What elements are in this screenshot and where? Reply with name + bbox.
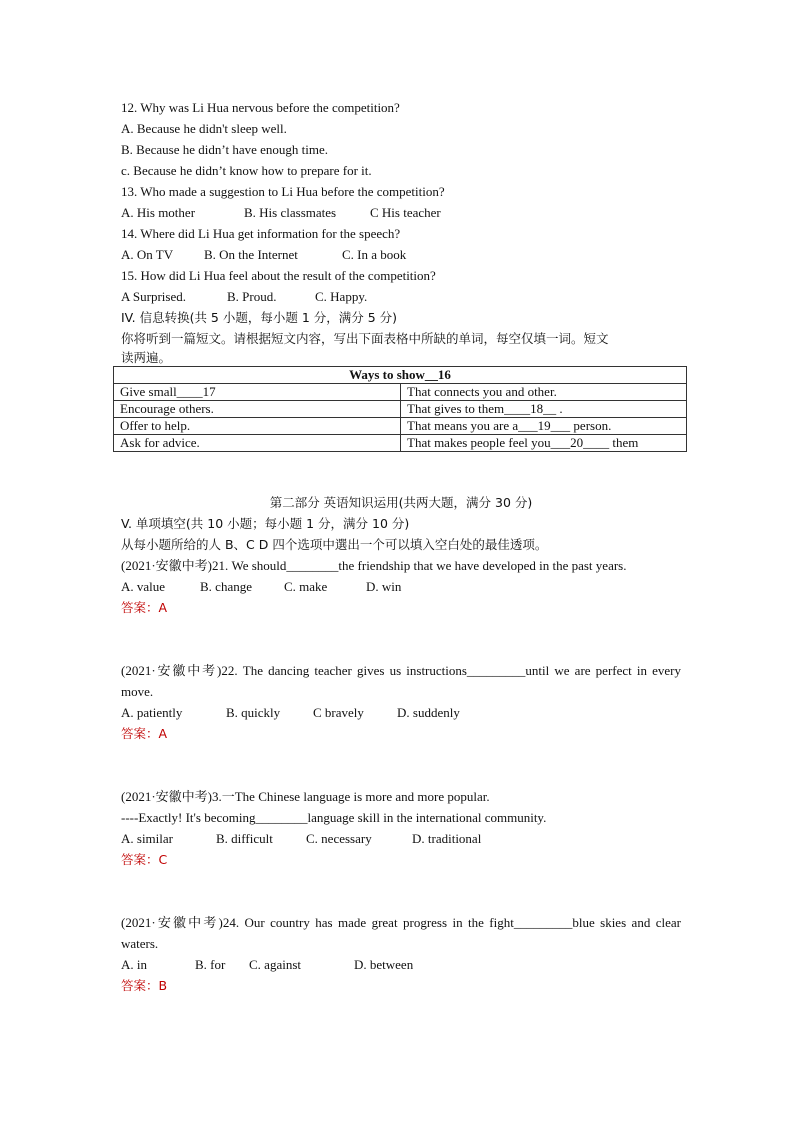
question-24-options xyxy=(121,954,681,975)
option-a: A. similar xyxy=(121,831,173,846)
option-b: B. quickly xyxy=(226,705,281,720)
option-15b: B. Proud. xyxy=(227,289,277,304)
part-2-title: 第二部分 英语知识运用(共两大题，满分 30 分) xyxy=(269,495,533,510)
table-cell: Ask for advice. xyxy=(114,435,401,452)
option-c: C. against xyxy=(249,957,301,972)
table-row xyxy=(114,401,687,418)
answer-21: 答案：A xyxy=(121,600,168,615)
document-page xyxy=(121,97,681,996)
option-c: C. necessary xyxy=(306,831,372,846)
option-12a: A. Because he didn't sleep well. xyxy=(121,121,287,136)
question-23-stem-line2: ----Exactly! It's becoming________language skill in the international community. xyxy=(121,810,547,825)
option-d: D. between xyxy=(354,957,414,972)
question-22-stem: (2021·安徽中考)22. The dancing teacher gives us instructions_________until we are perfect in every move. xyxy=(121,663,681,699)
option-a: A. in xyxy=(121,957,147,972)
option-c: C. make xyxy=(284,579,328,594)
options-15 xyxy=(121,286,681,307)
option-d: D. traditional xyxy=(412,831,482,846)
option-14b: B. On the Internet xyxy=(204,247,298,262)
question-13: 13. Who made a suggestion to Li Hua before the competition? xyxy=(121,184,445,199)
section-4-instruction-line1: 你将听到一篇短文。请根据短文内容，写出下面表格中所缺的单词，每空仅填一词。短文 xyxy=(121,331,609,346)
option-a: A. patiently xyxy=(121,705,183,720)
table-cell: That gives to them____18__ . xyxy=(401,401,687,418)
question-23-stem-line1: (2021·安徽中考)3.一The Chinese language is more and more popular. xyxy=(121,789,490,804)
table-row xyxy=(114,435,687,452)
option-13c: C His teacher xyxy=(370,205,441,220)
question-14: 14. Where did Li Hua get information for the speech? xyxy=(121,226,401,241)
option-c: C bravely xyxy=(313,705,364,720)
table-row xyxy=(114,384,687,401)
table-cell: Give small____17 xyxy=(114,384,401,401)
table-cell: That connects you and other. xyxy=(401,384,687,401)
answer-22: 答案：A xyxy=(121,726,168,741)
option-12b: B. Because he didn’t have enough time. xyxy=(121,142,328,157)
option-b: B. change xyxy=(200,579,252,594)
question-22-options xyxy=(121,702,681,723)
option-a: A. value xyxy=(121,579,166,594)
section-4-instruction-line2: 读两遍。 xyxy=(121,350,172,365)
question-23-options xyxy=(121,828,681,849)
info-table xyxy=(113,366,687,452)
option-12c: c. Because he didn’t know how to prepare for it. xyxy=(121,163,372,178)
question-21-options xyxy=(121,576,681,597)
question-12: 12. Why was Li Hua nervous before the competition? xyxy=(121,100,400,115)
answer-23: 答案：C xyxy=(121,852,168,867)
table-header-row xyxy=(114,367,687,384)
option-b: B. for xyxy=(195,957,226,972)
table-cell: That makes people feel you___20____ them xyxy=(401,435,687,452)
table-cell: That means you are a___19___ person. xyxy=(401,418,687,435)
option-d: D. suddenly xyxy=(397,705,460,720)
section-4-title: IV. 信息转换(共 5 小题，每小题 1 分，满分 5 分) xyxy=(121,310,398,325)
option-15c: C. Happy. xyxy=(315,289,368,304)
question-24-stem: (2021·安徽中考)24. Our country has made great progress in the fight_________blue skies and clear waters. xyxy=(121,915,681,951)
options-13 xyxy=(121,202,681,223)
option-14c: C. In a book xyxy=(342,247,407,262)
option-15a: A Surprised. xyxy=(121,289,186,304)
option-b: B. difficult xyxy=(216,831,273,846)
section-5-instruction: 从每小题所给的人 B、C D 四个选项中選出一个可以填入空白处的最佳透项。 xyxy=(121,537,548,552)
question-15: 15. How did Li Hua feel about the result of the competition? xyxy=(121,268,436,283)
option-d: D. win xyxy=(366,579,402,594)
table-header: Ways to show__16 xyxy=(114,367,687,384)
option-14a: A. On TV xyxy=(121,247,174,262)
answer-24: 答案：B xyxy=(121,978,168,993)
table-cell: Encourage others. xyxy=(114,401,401,418)
table-row xyxy=(114,418,687,435)
table-cell: Offer to help. xyxy=(114,418,401,435)
option-13a: A. His mother xyxy=(121,205,196,220)
section-5-title: V. 单项填空(共 10 小题；每小题 1 分，满分 10 分) xyxy=(121,516,410,531)
question-21-stem: (2021·安徽中考)21. We should________the friendship that we have developed in the past years. xyxy=(121,558,627,573)
option-13b: B. His classmates xyxy=(244,205,337,220)
options-14 xyxy=(121,244,681,265)
